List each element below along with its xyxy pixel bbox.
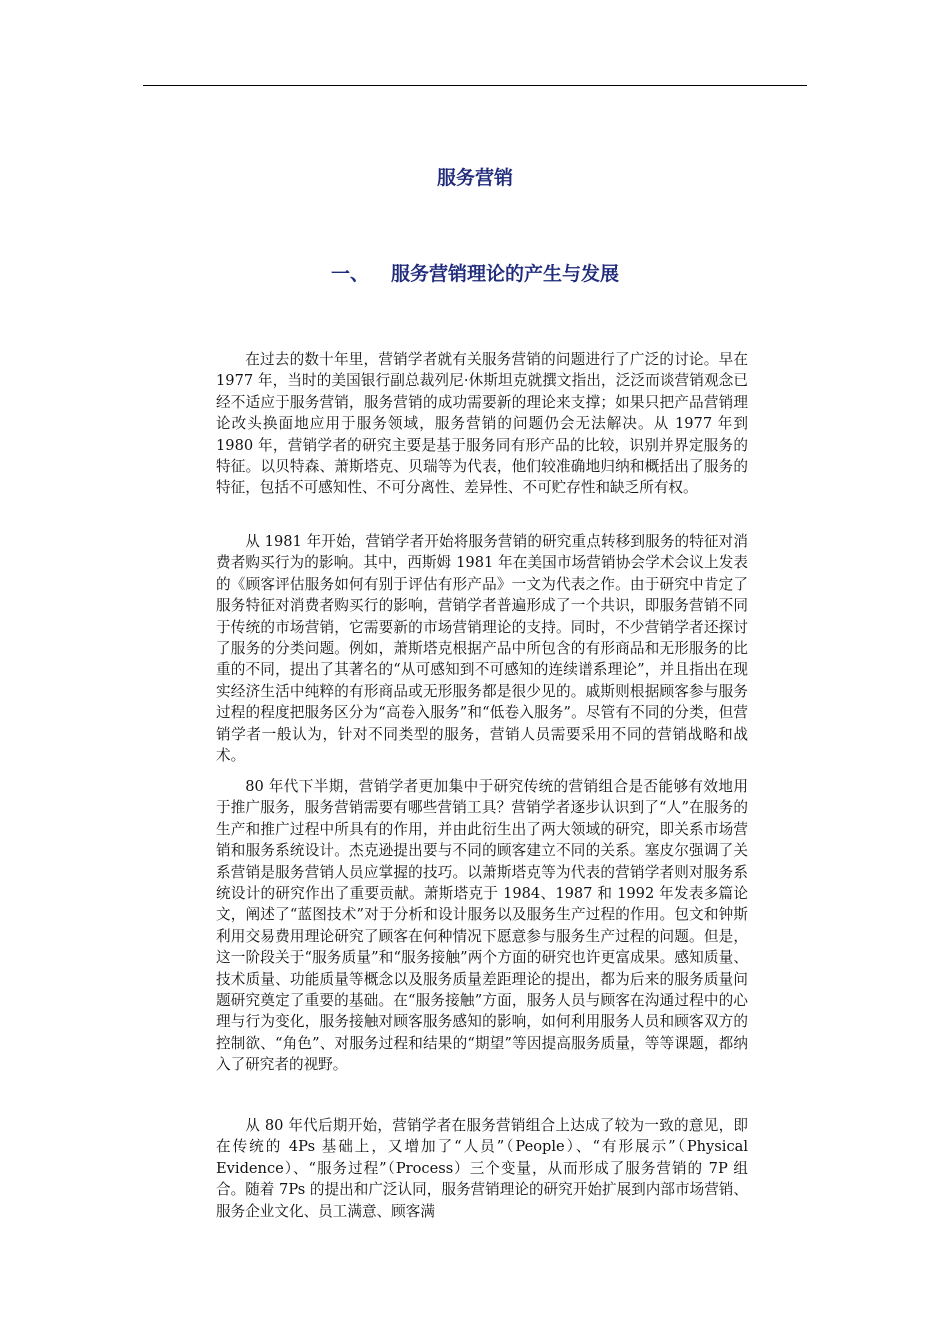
section-heading-text: 服务营销理论的产生与发展 xyxy=(391,263,620,285)
paragraph-2: 从 1981 年开始，营销学者开始将服务营销的研究重点转移到服务的特征对消费者购买行为的影响。其中，西斯姆 1981 年在美国市场营销协会学术会议上发表的《顾客评估服务如何有别于评估有形产品》一文为代表之作。由于研究中肯定了服务特征对消费者购买行的影响，营销学者普遍形成了一个共识，即服务营销不同于传统的市场营销，它需要新的市场营销理论的支持。同时，不少营销学者还探讨了服务的分类问题。例如，萧斯塔克根据产品中所包含的有形商品和无形服务的比重的不同，提出了其著名的“从可感知到不可感知的连续谱系理论”，并且指出在现实经济生活中纯粹的有形商品或无形服务都是很少见的。戚斯则根据顾客参与服务过程的程度把服务区分为“高卷入服务”和“低卷入服务”。尽管有不同的分类，但营销学者一般认为，针对不同类型的服务，营销人员需要采用不同的营销战略和战术。 xyxy=(216,533,748,765)
paragraph-4: 从 80 年代后期开始，营销学者在服务营销组合上达成了较为一致的意见，即在传统的 4Ps 基础上，又增加了“人员”（People）、“有形展示”（Physical Evidence）、“服务过程”（Process）三个变量，从而形成了服务营销的 7P 组合。随着 7Ps 的提出和广泛认同，服务营销理论的研究开始扩展到内部市场营销、服务企业文化、员工满意、顾客满 xyxy=(216,1117,748,1220)
section-number: 一、 xyxy=(330,263,369,285)
document-title: 服务营销 xyxy=(436,167,513,189)
header-rule xyxy=(143,85,807,86)
paragraph-3: 80 年代下半期，营销学者更加集中于研究传统的营销组合是否能够有效地用于推广服务，服务营销需要有哪些营销工具？营销学者逐步认识到了“人”在服务的生产和推广过程中所具有的作用，并由此衍生出了两大领域的研究，即关系市场营销和服务系统设计。杰克逊提出要与不同的顾客建立不同的关系。塞皮尔强调了关系营销是服务营销人员应掌握的技巧。以萧斯塔克等为代表的营销学者则对服务系统设计的研究作出了重要贡献。萧斯塔克于 1984、1987 和 1992 年发表多篇论文，阐述了“蓝图技术”对于分析和设计服务以及服务生产过程的作用。包文和钟斯利用交易费用理论研究了顾客在何种情况下愿意参与服务生产过程的问题。但是，这一阶段关于“服务质量”和“服务接触”两个方面的研究也许更富成果。感知质量、技术质量、功能质量等概念以及服务质量差距理论的提出，都为后来的服务质量问题研究奠定了重要的基础。在“服务接触”方面，服务人员与顾客在沟通过程中的心理与行为变化，服务接触对顾客服务感知的影响，如何利用服务人员和顾客双方的控制欲、“角色”、对服务过程和结果的“期望”等因提高服务质量，等等课题，都纳入了研究者的视野。 xyxy=(216,778,748,1074)
section-heading xyxy=(0,259,950,286)
paragraph-1: 在过去的数十年里，营销学者就有关服务营销的问题进行了广泛的讨论。早在 1977 年，当时的美国银行副总裁列尼·休斯坦克就撰文指出，泛泛而谈营销观念已经不适应于服务营销，服务营销的成功需要新的理论来支撑；如果只把产品营销理论改头换面地应用于服务领域，服务营销的问题仍会无法解决。从 1977 年到 1980 年，营销学者的研究主要是基于服务同有形产品的比较，识别并界定服务的特征。以贝特森、萧斯塔克、贝瑞等为代表，他们较准确地归纳和概括出了服务的特征，包括不可感知性、不可分离性、差异性、不可贮存性和缺乏所有权。 xyxy=(216,351,748,497)
